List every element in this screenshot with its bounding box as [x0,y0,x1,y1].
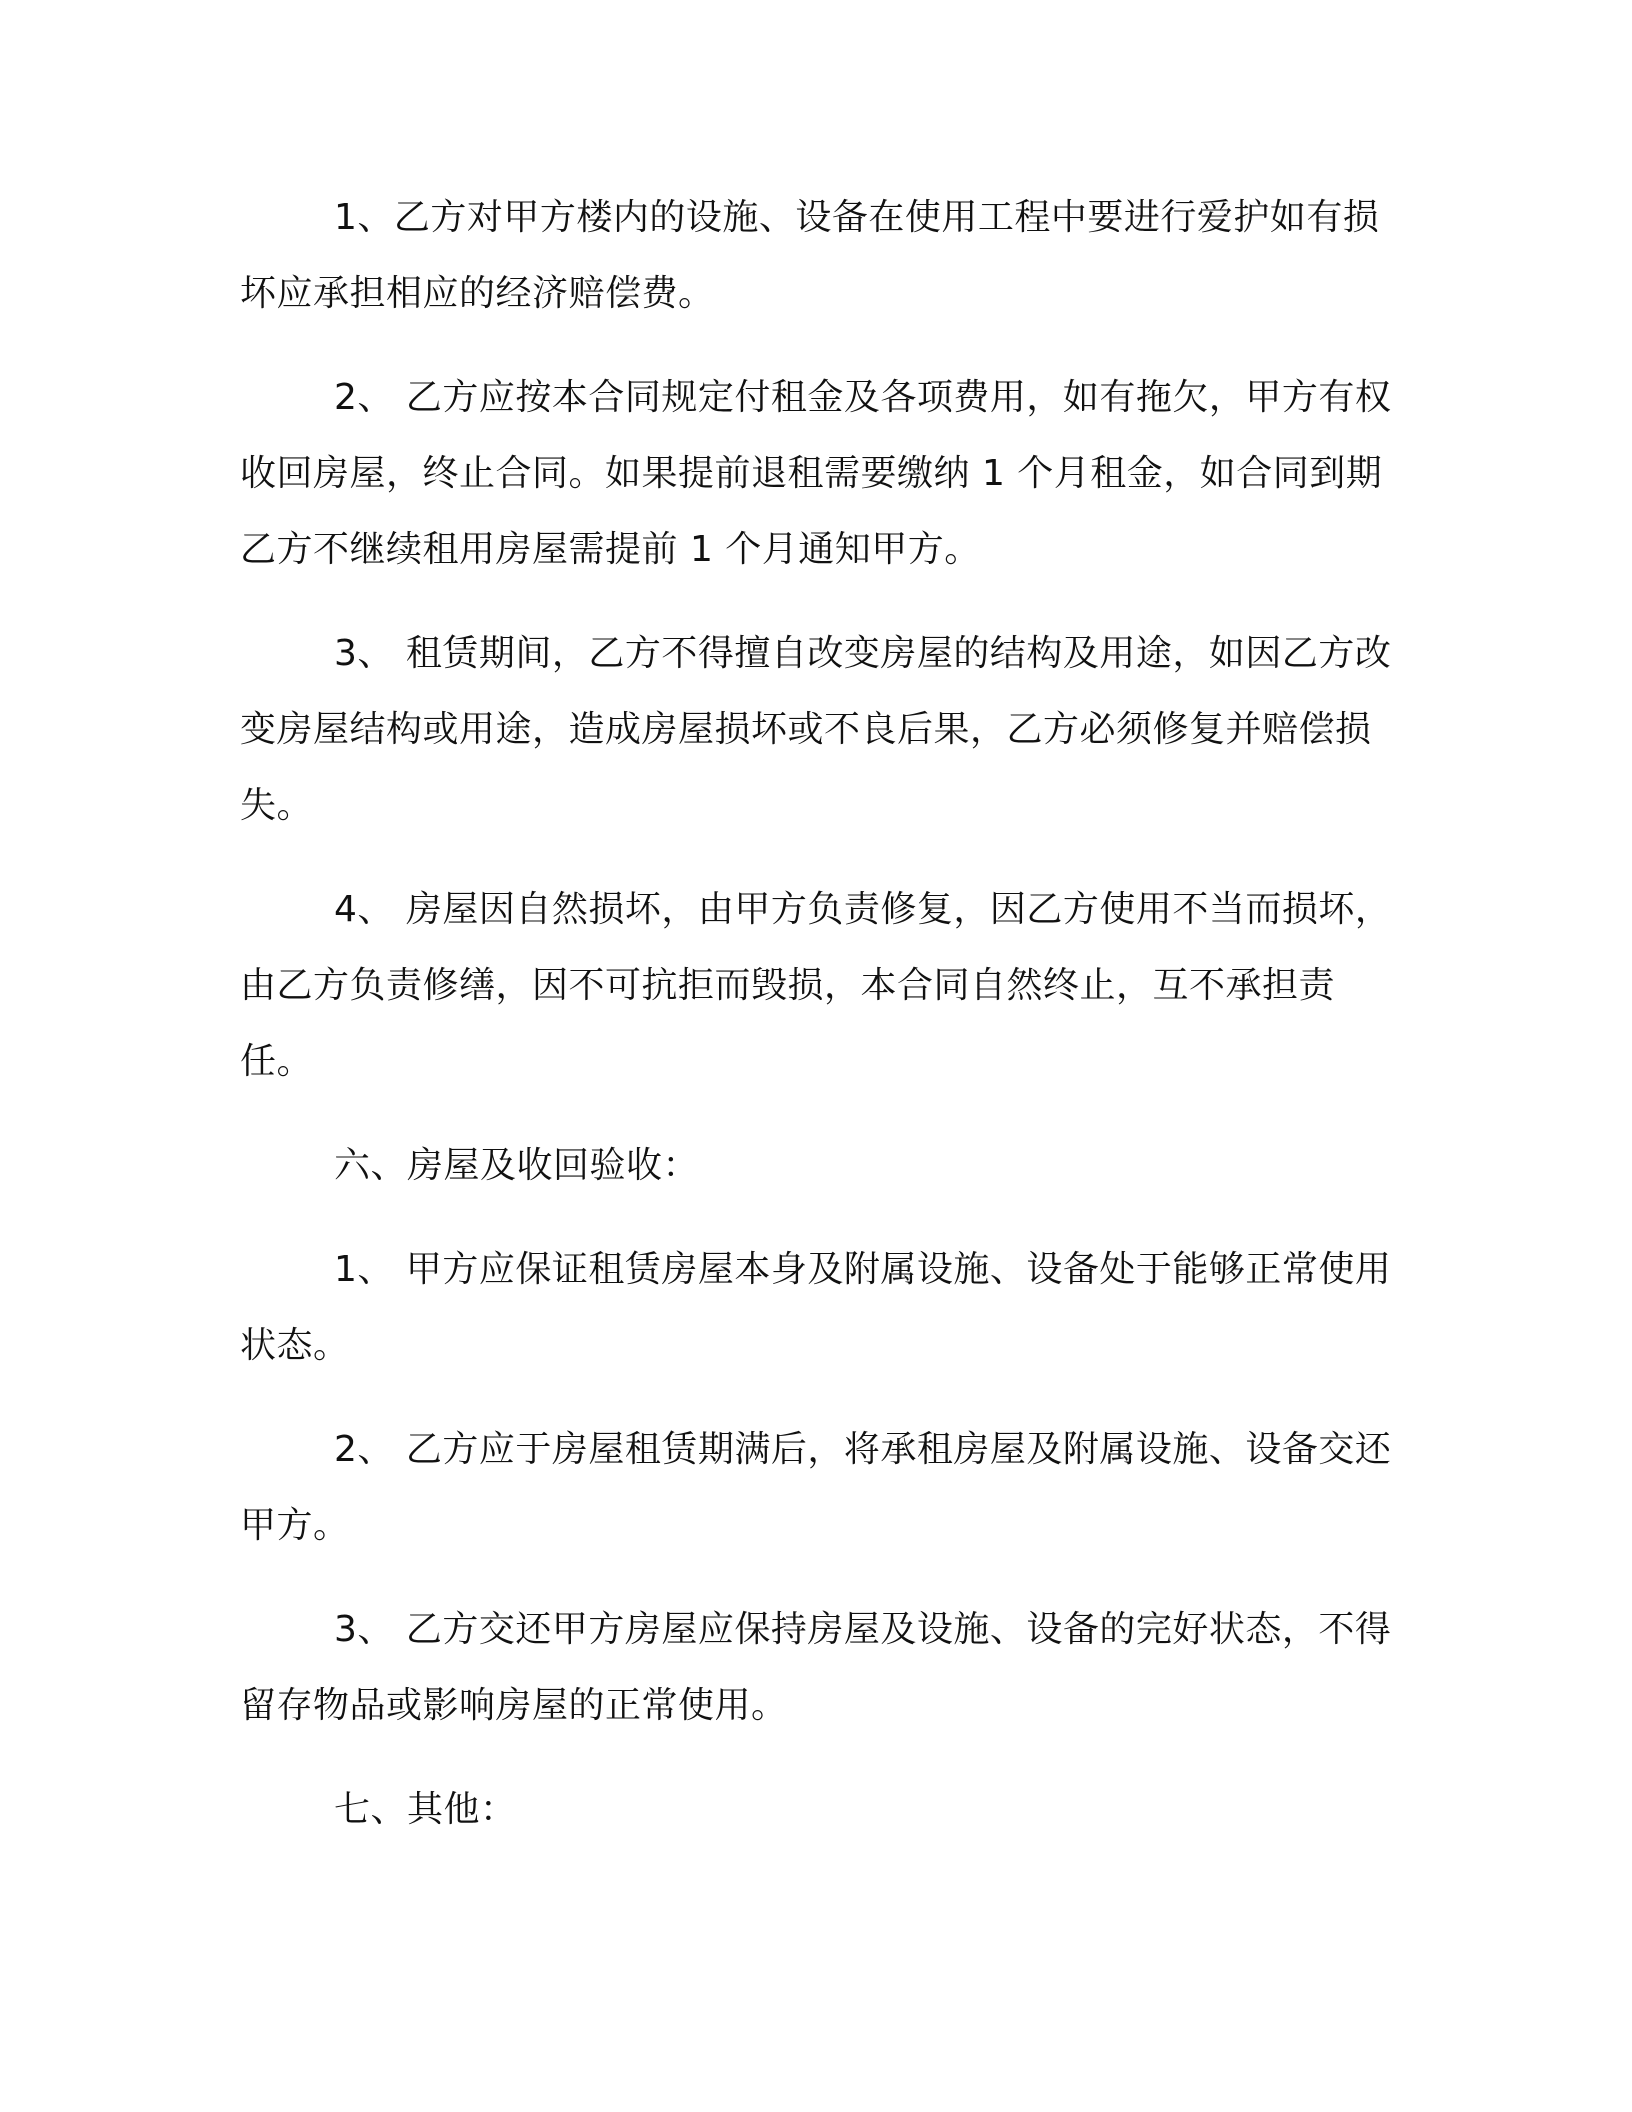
clause-5-3: 3、 租赁期间，乙方不得擅自改变房屋的结构及用途，如因乙方改变房屋结构或用途，造成房屋损坏或不良后果，乙方必须修复并赔偿损失。 [240,633,1392,826]
clause-5-1: 1、乙方对甲方楼内的设施、设备在使用工程中要进行爱护如有损坏应承担相应的经济赔偿费。 [240,197,1380,314]
clause-6-3: 3、 乙方交还甲方房屋应保持房屋及设施、设备的完好状态，不得留存物品或影响房屋的正常使用。 [240,1609,1392,1726]
document-page [240,180,1400,1876]
clause-6-2: 2、 乙方应于房屋租赁期满后，将承租房屋及附属设施、设备交还甲方。 [240,1429,1392,1546]
clause-5-2: 2、 乙方应按本合同规定付租金及各项费用，如有拖欠，甲方有权收回房屋，终止合同。如果提前退租需要缴纳 1 个月租金，如合同到期乙方不继续租用房屋需提前 1 个月通知甲方。 [240,377,1392,570]
section-6-heading: 六、房屋及收回验收： [334,1145,700,1186]
section-7-heading: 七、其他： [334,1789,517,1830]
clause-5-4: 4、 房屋因自然损坏，由甲方负责修复，因乙方使用不当而损坏，由乙方负责修缮，因不可抗拒而毁损，本合同自然终止，互不承担责任。 [240,889,1392,1082]
clause-6-1: 1、 甲方应保证租赁房屋本身及附属设施、设备处于能够正常使用状态。 [240,1249,1392,1366]
